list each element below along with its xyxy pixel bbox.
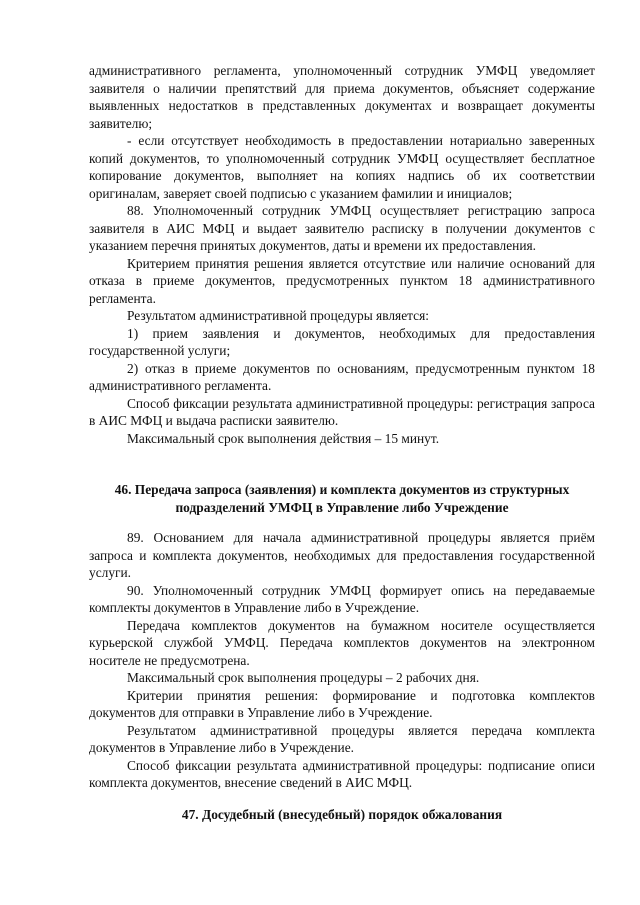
- section-heading-47: 47. Досудебный (внесудебный) порядок обжалования: [181, 806, 503, 822]
- paragraph: Результатом административной процедуры является передача комплекта документов в Управление либо в Учреждение.: [89, 722, 595, 755]
- section-46-body: [89, 529, 595, 792]
- section-45-body: [89, 62, 595, 447]
- paragraph: Результатом административной процедуры является:: [127, 308, 429, 323]
- paragraph: Передача комплектов документов на бумажном носителе осуществляется курьерской службой УМФЦ. Передача комплектов документов на электронном носителе не предусмотрена.: [89, 617, 595, 668]
- paragraph: 88. Уполномоченный сотрудник УМФЦ осуществляет регистрацию запроса заявителя в АИС МФЦ и выдает заявителю расписку в получении документов с указанием перечня принятых документов, даты и времени их предоставления.: [89, 203, 595, 253]
- paragraph: 1) прием заявления и документов, необходимых для предоставления государственной услуги;: [89, 325, 595, 358]
- paragraph: Критерием принятия решения является отсутствие или наличие оснований для отказа в приеме документов, предусмотренных пунктом 18 административного регламента.: [89, 255, 595, 306]
- paragraph: Максимальный срок выполнения процедуры – 2 рабочих дня.: [127, 670, 480, 685]
- section-heading-46: 46. Передача запроса (заявления) и комплекта документов из структурных подразделений УМФЦ в Управление либо Учреждение: [114, 482, 570, 515]
- paragraph: 90. Уполномоченный сотрудник УМФЦ формирует опись на передаваемые комплекты документов в Управление либо в Учреждение.: [89, 582, 595, 615]
- paragraph: - если отсутствует необходимость в предоставлении нотариально заверенных копий документов, то уполномоченный сотрудник УМФЦ осуществляет бесплатное копирование документов, выполняет на копиях надпись об их соответствии оригиналам, заверяет своей подписью с указанием фамилии и инициалов;: [89, 133, 595, 201]
- paragraph: 2) отказ в приеме документов по основаниям, предусмотренным пунктом 18 административного регламента.: [89, 360, 595, 393]
- document-page: [89, 62, 595, 824]
- paragraph: Максимальный срок выполнения действия – 15 минут.: [127, 430, 440, 446]
- paragraph: 89. Основанием для начала административной процедуры является приём запроса и комплекта документов, необходимых для предоставления государственной услуги.: [89, 530, 595, 580]
- paragraph: Способ фиксации результата административной процедуры: регистрация запроса в АИС МФЦ и выдача расписки заявителю.: [89, 395, 595, 428]
- paragraph: административного регламента, уполномоченный сотрудник УМФЦ уведомляет заявителя о наличии препятствий для приема документов, объясняет содержание выявленных недостатков в представленных документах и возвращает документы заявителю;: [89, 63, 595, 131]
- paragraph: Способ фиксации результата административной процедуры: подписание описи комплекта документов, внесение сведений в АИС МФЦ.: [89, 757, 595, 790]
- paragraph: Критерии принятия решения: формирование и подготовка комплектов документов для отправки в Управление либо в Учреждение.: [89, 687, 595, 720]
